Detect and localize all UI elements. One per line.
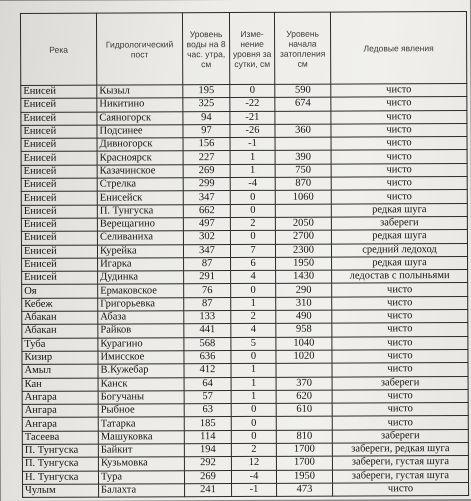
ice-condition-cell: чисто — [331, 177, 467, 191]
post-cell: Абаза — [98, 311, 184, 325]
ice-condition-cell: чисто — [332, 349, 468, 363]
ice-condition-cell: чисто — [331, 123, 467, 137]
post-cell: Канск — [98, 377, 184, 391]
level-change-cell: -1 — [230, 138, 275, 151]
post-cell: Балахта — [99, 484, 185, 498]
post-cell: Казачинское — [97, 165, 183, 179]
post-cell: Подсинее — [97, 125, 183, 139]
post-cell: В.Кужебар — [98, 364, 184, 378]
post-cell: Саяногорск — [97, 111, 183, 125]
river-cell: Чулым — [23, 484, 99, 498]
water-level-cell: 57 — [184, 390, 231, 404]
water-level-cell: 292 — [184, 457, 231, 471]
water-level-cell: 156 — [183, 138, 230, 152]
flood-level-cell: 290 — [276, 284, 332, 298]
river-cell: Енисей — [21, 112, 97, 126]
level-change-cell: 0 — [231, 430, 276, 443]
ice-condition-cell: чисто — [331, 97, 467, 111]
post-cell: Кызыл — [97, 85, 183, 99]
header-post: Гидрологический пост — [96, 13, 182, 85]
ice-condition-cell: чисто — [332, 323, 468, 337]
water-level-cell: 87 — [184, 257, 231, 271]
water-level-cell: 133 — [184, 311, 231, 325]
river-cell: Кизир — [22, 351, 98, 365]
water-level-cell: 227 — [183, 151, 230, 165]
table-row — [23, 482, 469, 497]
ice-condition-cell: чисто — [332, 363, 468, 377]
header-row — [20, 11, 466, 85]
river-cell: Енисей — [21, 85, 97, 99]
ice-condition-cell: чисто — [331, 137, 467, 151]
water-level-cell: 291 — [184, 271, 231, 285]
river-cell: Енисей — [21, 245, 97, 259]
ice-condition-cell: средний ледоход — [331, 243, 467, 257]
water-level-cell: 64 — [184, 377, 231, 391]
water-level-cell: 347 — [183, 244, 230, 258]
flood-level-cell: 674 — [275, 97, 331, 111]
river-cell: Тасеева — [22, 431, 98, 445]
header-flood: Уровень начала затопления см — [274, 12, 330, 84]
flood-level-cell — [275, 111, 331, 125]
post-cell: Курейка — [97, 244, 183, 258]
flood-level-cell: 1060 — [275, 190, 331, 204]
table-body — [21, 83, 469, 497]
flood-level-cell: 620 — [276, 390, 332, 404]
flood-level-cell: 2700 — [275, 230, 331, 244]
flood-level-cell: 2300 — [275, 244, 331, 258]
water-level-cell: 76 — [184, 284, 231, 298]
post-cell: Игарка — [98, 258, 184, 272]
river-cell: Туба — [22, 338, 98, 352]
water-level-cell: 441 — [184, 324, 231, 338]
flood-level-cell: 958 — [276, 323, 332, 337]
level-change-cell: -4 — [230, 177, 275, 190]
water-level-cell: 299 — [183, 178, 230, 192]
post-cell: Верещагино — [97, 218, 183, 232]
river-cell: Енисей — [21, 98, 97, 112]
ice-condition-cell: чисто — [332, 389, 468, 403]
water-level-cell: 497 — [183, 217, 230, 231]
post-cell: Кузьмовка — [98, 457, 184, 471]
level-change-cell: 0 — [230, 84, 275, 97]
post-cell: Никитино — [97, 98, 183, 112]
header-ice: Ледовые явления — [330, 11, 466, 84]
level-change-cell: 4 — [231, 324, 276, 337]
post-cell: Дудинка — [98, 271, 184, 285]
post-cell: Красноярск — [97, 151, 183, 165]
river-cell: Ангара — [22, 418, 98, 432]
flood-level-cell — [276, 363, 332, 377]
post-cell: Богучаны — [98, 391, 184, 405]
flood-level-cell: 590 — [275, 84, 331, 98]
table-header — [20, 11, 466, 85]
post-cell: Григорьевка — [98, 297, 184, 311]
river-cell: Енисей — [22, 271, 98, 285]
level-change-cell: 0 — [231, 350, 276, 363]
flood-level-cell: 473 — [277, 483, 333, 497]
flood-level-cell: 1700 — [276, 456, 332, 470]
river-cell: Ангара — [22, 391, 98, 405]
ice-condition-cell: чисто — [333, 482, 469, 496]
ice-condition-cell: чисто — [331, 110, 467, 124]
level-change-cell: -1 — [232, 483, 277, 496]
ice-condition-cell: чисто — [332, 403, 468, 417]
ice-condition-cell: редкая шуга — [332, 256, 468, 270]
ice-condition-cell: забереги, редкая шуга — [332, 443, 468, 457]
level-change-cell: 1 — [230, 164, 275, 177]
water-level-cell: 195 — [183, 85, 230, 99]
ice-condition-cell: забереги — [332, 429, 468, 443]
river-cell: Енисей — [21, 218, 97, 232]
level-change-cell: 2 — [231, 443, 276, 456]
river-cell: Кебеж — [22, 298, 98, 312]
level-change-cell: -21 — [230, 111, 275, 124]
ice-condition-cell: редкая шуга — [331, 230, 467, 244]
flood-level-cell: 2050 — [275, 217, 331, 231]
water-level-cell: 194 — [184, 444, 231, 458]
level-change-cell: 6 — [231, 257, 276, 270]
water-level-cell: 636 — [184, 350, 231, 364]
level-change-cell: -4 — [231, 470, 276, 483]
water-level-cell: 269 — [183, 164, 230, 178]
river-cell: Енисей — [21, 231, 97, 245]
level-change-cell: -26 — [230, 124, 275, 137]
river-cell: Абакан — [22, 311, 98, 325]
river-cell: П. Тунгуска — [22, 457, 98, 471]
water-level-cell: 662 — [183, 204, 230, 218]
flood-level-cell — [275, 204, 331, 218]
water-level-cell: 63 — [184, 404, 231, 418]
post-cell: П. Тунгуска — [97, 204, 183, 218]
ice-condition-cell: забереги, густая шуга — [332, 456, 468, 470]
ice-condition-cell: забереги — [332, 376, 468, 390]
ice-condition-cell: чисто — [332, 296, 468, 310]
flood-level-cell: 360 — [275, 124, 331, 138]
post-cell: Байкит — [98, 444, 184, 458]
flood-level-cell: 870 — [275, 177, 331, 191]
river-cell: Енисей — [21, 205, 97, 219]
river-cell: Енисей — [21, 138, 97, 152]
level-change-cell: 5 — [231, 337, 276, 350]
level-change-cell: 1 — [231, 297, 276, 310]
river-cell: Енисей — [21, 191, 97, 205]
flood-level-cell: 1950 — [276, 470, 332, 484]
flood-level-cell: 1950 — [276, 257, 332, 271]
ice-condition-cell: чисто — [331, 190, 467, 204]
ice-condition-cell: чисто — [332, 336, 468, 350]
river-cell: Енисей — [21, 125, 97, 139]
flood-level-cell — [276, 417, 332, 431]
level-change-cell: 12 — [231, 457, 276, 470]
river-cell: Оя — [22, 285, 98, 299]
flood-level-cell: 490 — [276, 310, 332, 324]
level-change-cell: 4 — [231, 270, 276, 283]
ice-condition-cell: чисто — [331, 163, 467, 177]
level-change-cell: 7 — [230, 244, 275, 257]
header-level: Уровень воды на 8 час. утра, см — [182, 13, 229, 85]
ice-condition-cell: чисто — [332, 416, 468, 430]
post-cell: Имисское — [98, 351, 184, 365]
ice-condition-cell: чисто — [331, 83, 467, 97]
level-change-cell: 0 — [230, 204, 275, 217]
post-cell: Ермаковское — [98, 284, 184, 298]
water-level-cell: 325 — [183, 98, 230, 112]
level-change-cell: 0 — [231, 417, 276, 430]
flood-level-cell: 810 — [276, 430, 332, 444]
flood-level-cell: 1020 — [276, 350, 332, 364]
flood-level-cell: 750 — [275, 164, 331, 178]
river-cell: П. Тунгуска — [22, 444, 98, 458]
river-cell: Енисей — [22, 258, 98, 272]
flood-level-cell: 610 — [276, 403, 332, 417]
post-cell: Райков — [98, 324, 184, 338]
water-level-cell: 347 — [183, 191, 230, 205]
flood-level-cell: 370 — [276, 377, 332, 391]
ice-condition-cell: чисто — [331, 150, 467, 164]
river-cell: Енисей — [21, 178, 97, 192]
ice-condition-cell: забереги, густая шуга — [332, 469, 468, 483]
flood-level-cell: 390 — [275, 151, 331, 165]
river-cell: Кан — [22, 378, 98, 392]
flood-level-cell: 1700 — [276, 443, 332, 457]
water-level-cell: 114 — [184, 430, 231, 444]
water-level-cell: 568 — [184, 337, 231, 351]
water-level-cell: 412 — [184, 364, 231, 378]
header-river: Река — [20, 13, 96, 85]
ice-condition-cell: чисто — [332, 310, 468, 324]
water-level-cell: 185 — [184, 417, 231, 431]
post-cell: Дивногорск — [97, 138, 183, 152]
river-cell: Енисей — [21, 152, 97, 166]
ice-condition-cell: забереги — [331, 216, 467, 230]
level-change-cell: 0 — [230, 191, 275, 204]
flood-level-cell: 1430 — [276, 270, 332, 284]
ice-condition-cell: ледостав с полыньями — [332, 270, 468, 284]
post-cell: Рыбное — [98, 404, 184, 418]
water-level-cell: 302 — [183, 231, 230, 245]
level-change-cell: 1 — [231, 390, 276, 403]
level-change-cell: 2 — [231, 310, 276, 323]
level-change-cell: 0 — [231, 403, 276, 416]
water-level-cell: 87 — [184, 297, 231, 311]
river-cell: Абакан — [22, 324, 98, 338]
level-change-cell: 1 — [231, 364, 276, 377]
post-cell: Селиваниха — [97, 231, 183, 245]
post-cell: Стрелка — [97, 178, 183, 192]
post-cell: Татарка — [98, 417, 184, 431]
level-change-cell: 2 — [230, 217, 275, 230]
hydrology-table — [20, 11, 469, 498]
water-level-cell: 97 — [183, 124, 230, 138]
level-change-cell: 1 — [230, 151, 275, 164]
post-cell: Тура — [98, 470, 184, 484]
post-cell: Курагино — [98, 337, 184, 351]
post-cell: Машуковка — [98, 430, 184, 444]
post-cell: Енисейск — [97, 191, 183, 205]
water-level-cell: 94 — [183, 111, 230, 125]
water-level-cell: 269 — [184, 470, 231, 484]
flood-level-cell: 310 — [276, 297, 332, 311]
level-change-cell: 0 — [231, 284, 276, 297]
level-change-cell: -22 — [230, 98, 275, 111]
river-cell: Н. Тунгуска — [22, 471, 98, 485]
river-cell: Амыл — [22, 364, 98, 378]
header-change: Изме-нение уровня за сутки, см — [229, 12, 274, 84]
river-cell: Енисей — [21, 165, 97, 179]
river-cell: Ангара — [22, 404, 98, 418]
flood-level-cell: 1040 — [276, 337, 332, 351]
level-change-cell: 1 — [231, 377, 276, 390]
level-change-cell: 0 — [230, 231, 275, 244]
ice-condition-cell: чисто — [332, 283, 468, 297]
ice-condition-cell: редкая шуга — [331, 203, 467, 217]
flood-level-cell — [275, 137, 331, 151]
water-level-cell: 241 — [185, 483, 232, 497]
